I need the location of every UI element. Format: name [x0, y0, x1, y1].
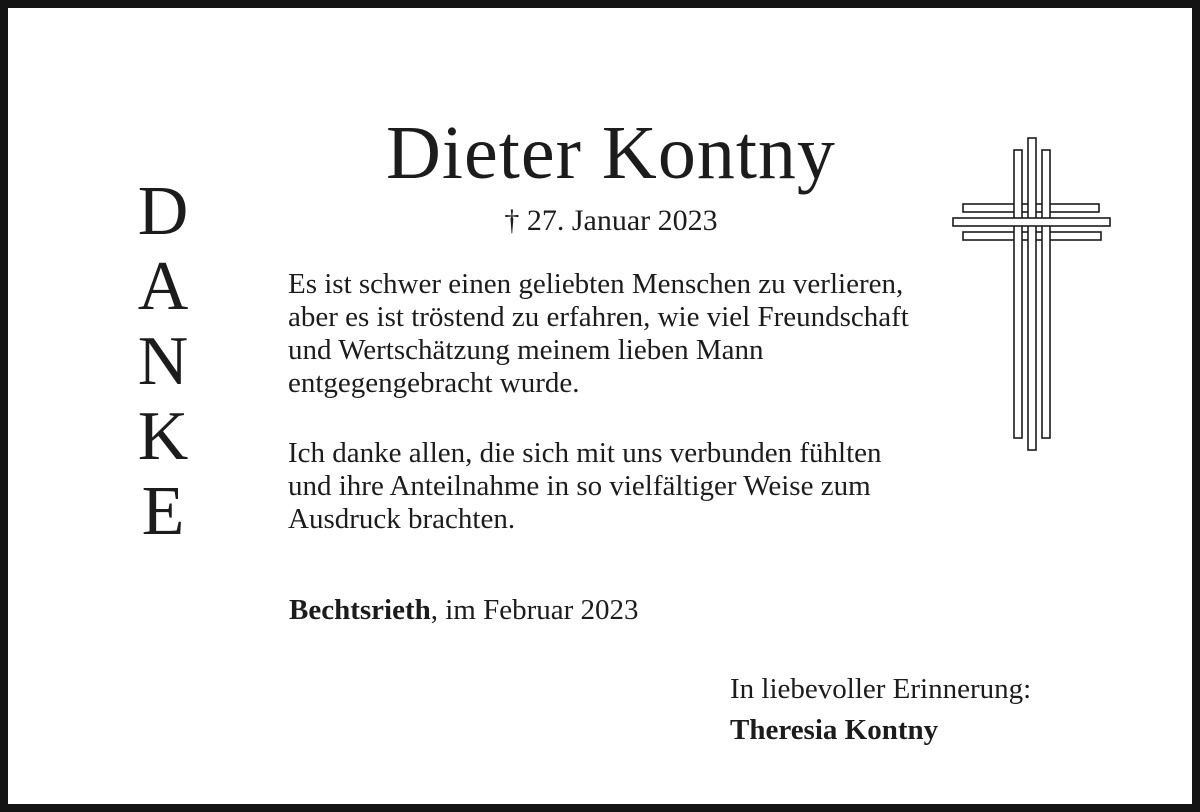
cross-bar-center-vertical [1028, 138, 1036, 450]
deceased-name: Dieter Kontny [386, 111, 836, 195]
signature-name: Theresia Kontny [730, 714, 939, 746]
text-line: entgegengebracht wurde. [288, 367, 580, 399]
text-line: Es ist schwer einen geliebten Menschen zu verlieren, [288, 268, 904, 300]
closing-block [730, 669, 1031, 751]
paragraph [288, 268, 948, 400]
cross-bar-left-vertical [1014, 150, 1022, 438]
text-line: und ihre Anteilnahme in so vielfältiger Weise zum [288, 470, 871, 502]
danke-letter: E [141, 473, 185, 550]
death-date-line: † 27. Januar 2023 [504, 203, 718, 237]
thank-you-text [288, 268, 948, 536]
danke-letter: A [137, 248, 189, 325]
text-line: und Wertschätzung meinem lieben Mann [288, 334, 764, 366]
text-line: Ich danke allen, die sich mit uns verbunden fühlten [288, 437, 882, 469]
danke-letter: N [137, 323, 189, 400]
date-text: , im Februar 2023 [430, 594, 639, 626]
danke-letter: K [137, 398, 189, 475]
danke-letter: D [137, 173, 189, 250]
cross-icon [946, 131, 1116, 461]
place-name: Bechtsrieth [289, 594, 431, 626]
place-date-line [289, 594, 639, 627]
vertical-danke-word [125, 174, 201, 549]
paragraph [288, 437, 948, 536]
cross-bar-middle-horizontal [953, 218, 1110, 226]
text-line: aber es ist tröstend zu erfahren, wie viel Freundschaft [288, 301, 909, 333]
header-block [288, 112, 934, 238]
closing-line: In liebevoller Erinnerung: [730, 673, 1032, 705]
text-line: Ausdruck brachten. [288, 503, 516, 535]
cross-bar-right-vertical [1042, 150, 1050, 438]
